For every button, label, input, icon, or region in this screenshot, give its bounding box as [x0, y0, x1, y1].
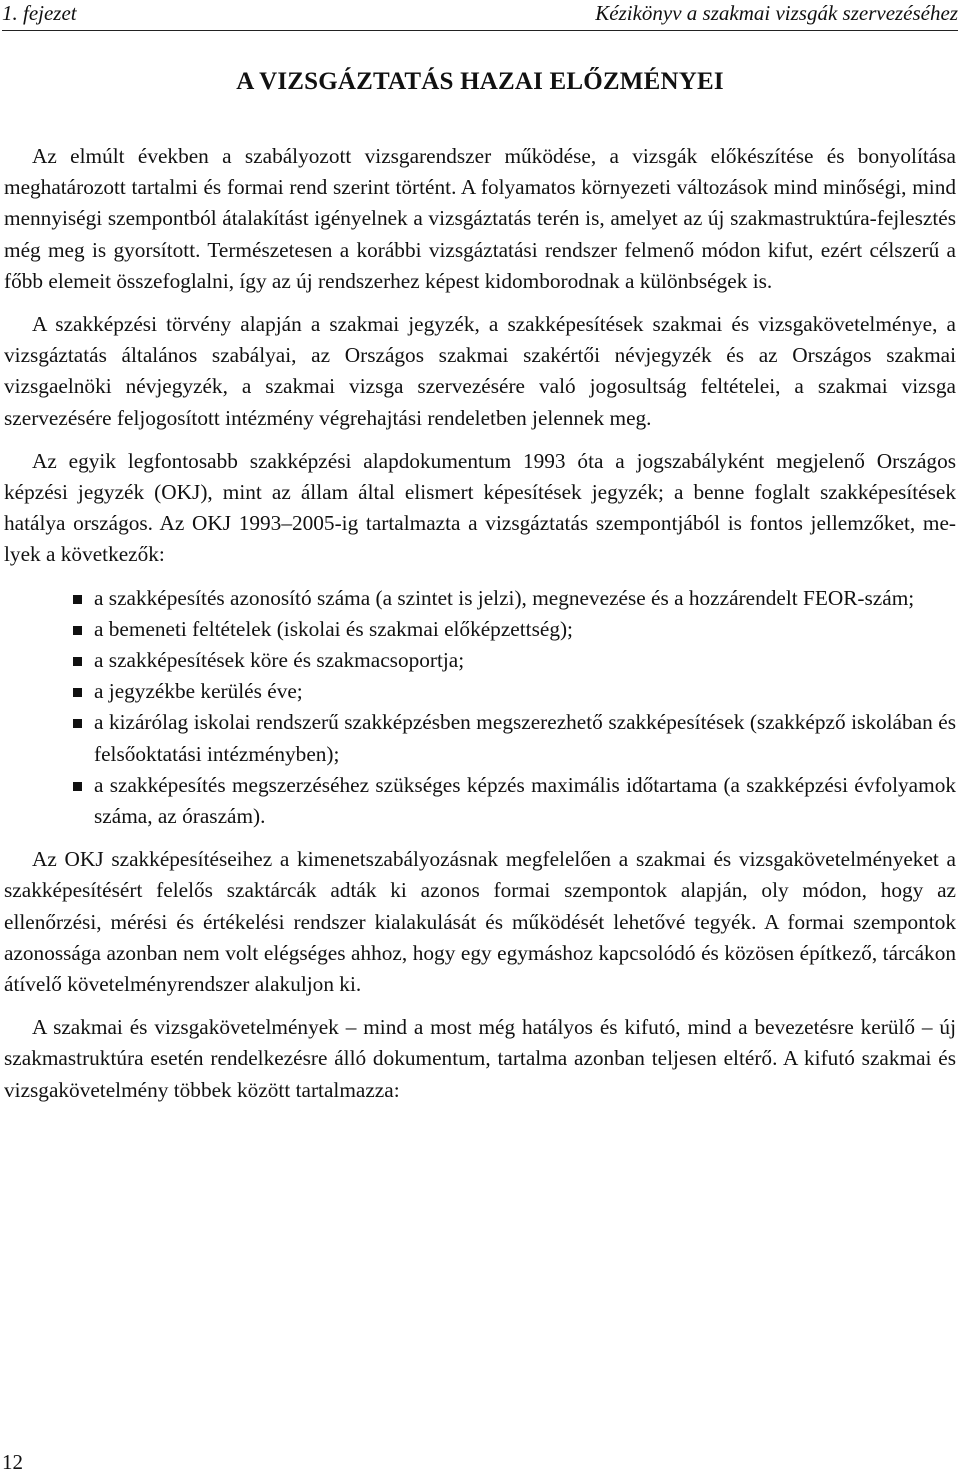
- square-bullet-icon: [73, 719, 82, 728]
- list-item: [94, 707, 956, 769]
- list-item: [94, 583, 956, 614]
- list-item-text: a bemeneti feltételek (iskolai és szakmai előképzettség);: [94, 616, 573, 641]
- list-item-text: a szakképesítések köre és szakmacsoportja;: [94, 648, 465, 673]
- list-item: [94, 645, 956, 676]
- paragraph: Az OKJ szakképesítéseihez a kimenetszabályozásnak megfelelően a szakmai és vizsgakövetelményeket a szakképesítésért felelős szaktárcák adták ki azonos formai szempontok alapján, oly módon, hogy az ellenőrzési, mérési és értékelési rendszer kialakulását és működését lehetővé tegyék. A formai szempontok azonossága azonban nem volt elégséges ahhoz, hogy egy egymáshoz kapcsolódó és közösen építkező, tárcákon átívelő követelményrendszer alakuljon ki.: [4, 847, 956, 997]
- paragraph: Az egyik legfontosabb szakképzési alapdokumentum 1993 óta a jogszabályként megjelenő Országos képzési jegyzék (OKJ), mint az állam által elismert képesítések jegyzék; a benne foglalt szakképesítések hatálya országos. Az OKJ 1993–2005-ig tartalmazta a vizsgáztatás szempontjából is fontos jellemzőket, melyek a következők:: [4, 448, 956, 567]
- running-header: [2, 0, 958, 31]
- square-bullet-icon: [73, 626, 82, 635]
- paragraph: A szakmai és vizsgakövetelmények – mind a most még hatályos és kifutó, mind a bevezetésre kerülő – új szakmastruktúra esetén rendelkezésre álló dokumentum, tartalma azonban teljesen eltérő. A kifutó szakmai és vizsgakövetelmény többek között tartalmazza:: [4, 1015, 956, 1102]
- list-item-text: a jegyzékbe kerülés éve;: [94, 679, 303, 704]
- list-item-text: a kizárólag iskolai rendszerű szakképzésben megszerezhető szakképesítések (szakképző iskolában és felsőoktatási intézményben);: [94, 710, 956, 766]
- body-text: [4, 141, 956, 1118]
- list-item-text: a szakképesítés azonosító száma (a szintet is jelzi), megnevezése és a hozzárendelt FEOR-szám;: [94, 585, 915, 610]
- list-item: [94, 770, 956, 832]
- book-title: Kézikönyv a szakmai vizsgák szervezéséhez: [595, 1, 958, 25]
- bullet-list: [4, 583, 956, 833]
- paragraph: A szakképzési törvény alapján a szakmai jegyzék, a szakképesítések szakmai és vizsgakövetelménye, a vizsgáztatás általános szabályai, az Országos szakmai szakértői névjegyzék és az Országos szakmai vizsgaelnöki névjegyzék, a szakmai vizsga szervezésére való jogosultság feltételei, a szakmai vizsga szervezésére feljogosított intézmény végrehajtási rendeletben jelennek meg.: [4, 312, 956, 430]
- paragraph: Az elmúlt években a szabályozott vizsgarendszer működése, a vizsgák előkészítése és bonyolítása meghatározott tartalmi és formai rend szerint történt. A folyamatos környezeti változások mind minőségi, mind mennyiségi szempontból átalakítást igényelnek a vizsgáztatás terén is, amelyet az új szakmastruktúra-fejlesztés még meg is gyorsított. Természetesen a korábbi vizsgáztatási rendszer felmenő módon kifut, ezért célszerű a főbb elemeit összefoglalni, így az új rendszerhez képest kidomborodnak a különbségek is.: [4, 144, 956, 293]
- list-item: [94, 676, 956, 707]
- section-title: A VIZSGÁZTATÁS HAZAI ELŐZMÉNYEI: [236, 68, 724, 95]
- chapter-label: 1. fejezet: [2, 1, 77, 25]
- square-bullet-icon: [73, 657, 82, 666]
- list-item-text: a szakképesítés megszerzéséhez szükséges képzés maximális időtartama (a szakképzési évfolyamok száma, az óraszám).: [94, 772, 956, 829]
- square-bullet-icon: [73, 595, 82, 604]
- page-number: 12: [2, 1450, 23, 1474]
- square-bullet-icon: [73, 782, 82, 791]
- square-bullet-icon: [73, 688, 82, 697]
- list-item: [94, 614, 956, 645]
